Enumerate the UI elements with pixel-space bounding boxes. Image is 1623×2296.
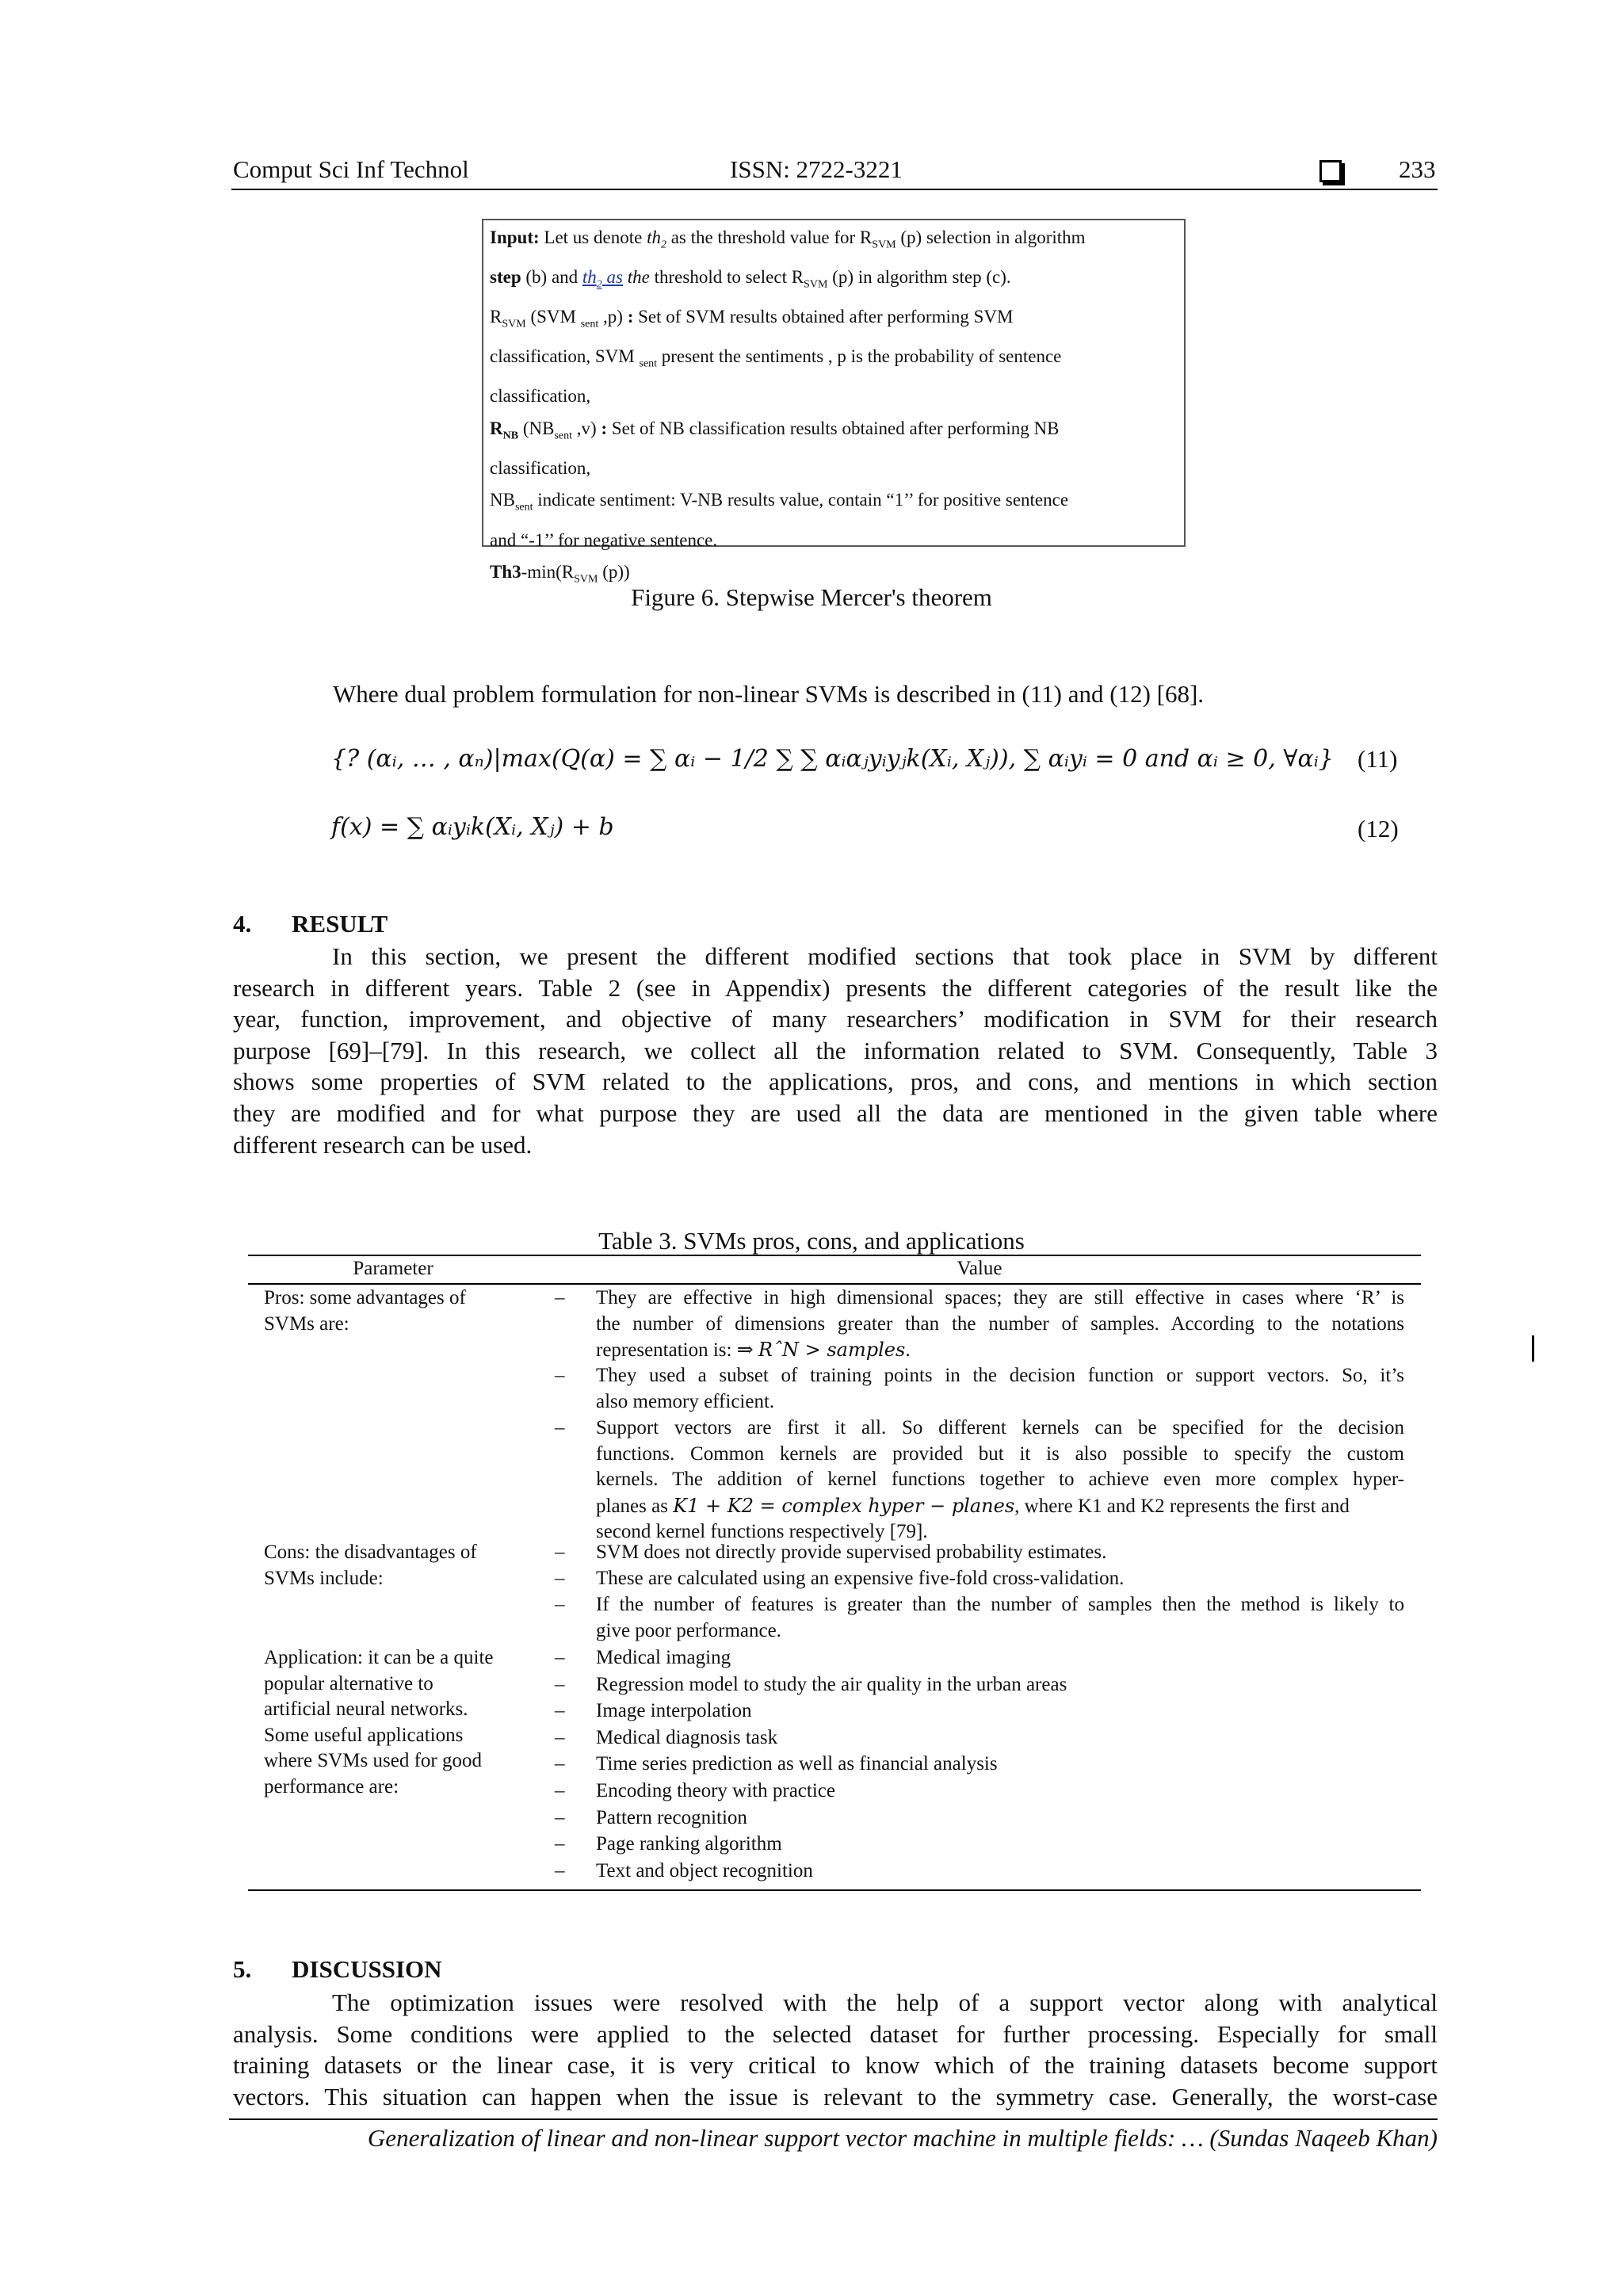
header-rule [231, 189, 1438, 190]
paragraph-line: In this section, we present the different modified sections that took place in SVM by different [332, 942, 1438, 970]
table-top-rule [248, 1255, 1421, 1256]
footer-rule [229, 2118, 1438, 2120]
issn: ISSN: 2722-3221 [730, 155, 903, 183]
paragraph-line: training datasets or the linear case, it is very critical to know which of the training datasets become support [233, 2051, 1438, 2080]
figure-line: classification, [490, 386, 591, 407]
figure-line: $Th3-\min(R_{SVM}$ (p)) [490, 562, 630, 586]
paragraph-line: shows some properties of SVM related to the applications, pros, and cons, and mentions in which section [233, 1068, 1438, 1096]
figure-line: step (b) and $th_2$ as the threshold to select $R_{SVM}$ (p) in algorithm step (c). [490, 267, 1011, 291]
section-4-number: 4. [233, 910, 252, 938]
param-pros: Pros: some advantages of SVMs are: [264, 1287, 466, 1335]
running-footer: Generalization of linear and non-linear support vector machine in multiple fields: … (Sundas Naqeeb Khan) [367, 2124, 1438, 2152]
paragraph-line: year, function, improvement, and objective of many researchers’ modification in SVM for their research [233, 1005, 1438, 1033]
param-cons: Cons: the disadvantages of SVMs include: [264, 1541, 477, 1589]
text-cursor-icon [1532, 1335, 1534, 1362]
figure-line: and “-1’’ for negative sentence. [490, 529, 718, 550]
table-bottom-rule [248, 1889, 1421, 1891]
paragraph-line: different research can be used. [233, 1130, 533, 1159]
column-header-parameter: Parameter [353, 1258, 433, 1279]
figure-line: $NB_{sent}$ indicate sentiment: V-NB results value, contain “1’’ for positive sentence [490, 490, 1069, 514]
figure-caption: Figure 6. Stepwise Mercer's theorem [631, 583, 992, 611]
figure-line: Input: Let us denote $th_2$ as the threshold value for $R_{SVM}$ (p) selection in algorithm [490, 227, 1086, 251]
section-4-title: RESULT [292, 910, 388, 938]
section-5-body [233, 1987, 1438, 2112]
table-header-rule [248, 1283, 1421, 1285]
equation-12: f(x) = ∑ αᵢyᵢk(Xᵢ, Xⱼ) + b [331, 813, 614, 841]
figure-line: $R_{NB}$ ($NB_{sent}$ ,v) : Set of NB classification results obtained after performing NB [490, 418, 1060, 442]
journal-name: Comput Sci Inf Technol [233, 155, 469, 183]
figure-line: classification, SVM $_{sent}$ present the sentiments , p is the probability of sentence [490, 346, 1062, 370]
page-box-icon [1319, 160, 1342, 182]
equation-12-number: (12) [1358, 815, 1399, 842]
paragraph-line: purpose [69]–[79]. In this research, we collect all the information related to SVM. Consequently, Table 3 [233, 1036, 1438, 1064]
column-header-value: Value [957, 1258, 1002, 1279]
figure-line: $R_{SVM}$ (SVM $_{sent}$ ,p) : Set of SVM results obtained after performing SVM [490, 307, 1014, 330]
paragraph-line: The optimization issues were resolved with the help of a support vector along with analytical [332, 1988, 1438, 2016]
equation-11-number: (11) [1358, 745, 1398, 773]
paragraph-line: research in different years. Table 2 (see in Appendix) presents the different categories of the result like the [233, 973, 1438, 1002]
equation-11: {? (αᵢ, … , αₙ)|max(Q(α) = ∑ αᵢ − 1/2 ∑ ∑ αᵢαⱼyᵢyⱼk(Xᵢ, Xⱼ)), ∑ αᵢyᵢ = 0 and αᵢ ≥ 0, ∀αᵢ} [331, 745, 1334, 773]
section-5-number: 5. [233, 1955, 252, 1983]
paragraph-line: vectors. This situation can happen when the issue is relevant to the symmetry case. Generally, the worst-case [233, 2082, 1438, 2111]
section-5-title: DISCUSSION [292, 1955, 442, 1983]
section-4-body [233, 941, 1438, 1160]
figure-6-box [482, 219, 1186, 586]
param-application: Application: it can be a quite popular alternative to artificial neural networks. Some useful applications where SVMs used for good performance are: [264, 1647, 494, 1797]
paragraph-line: they are modified and for what purpose they are used all the data are mentioned in the given table where [233, 1098, 1438, 1127]
page-number: 233 [1399, 155, 1436, 183]
figure-line: classification, [490, 457, 591, 478]
paragraph-line: analysis. Some conditions were applied to the selected dataset for further processing. Especially for small [233, 2019, 1438, 2048]
equation-intro: Where dual problem formulation for non-linear SVMs is described in (11) and (12) [68]. [333, 680, 1205, 708]
table-caption: Table 3. SVMs pros, cons, and applications [598, 1227, 1025, 1255]
